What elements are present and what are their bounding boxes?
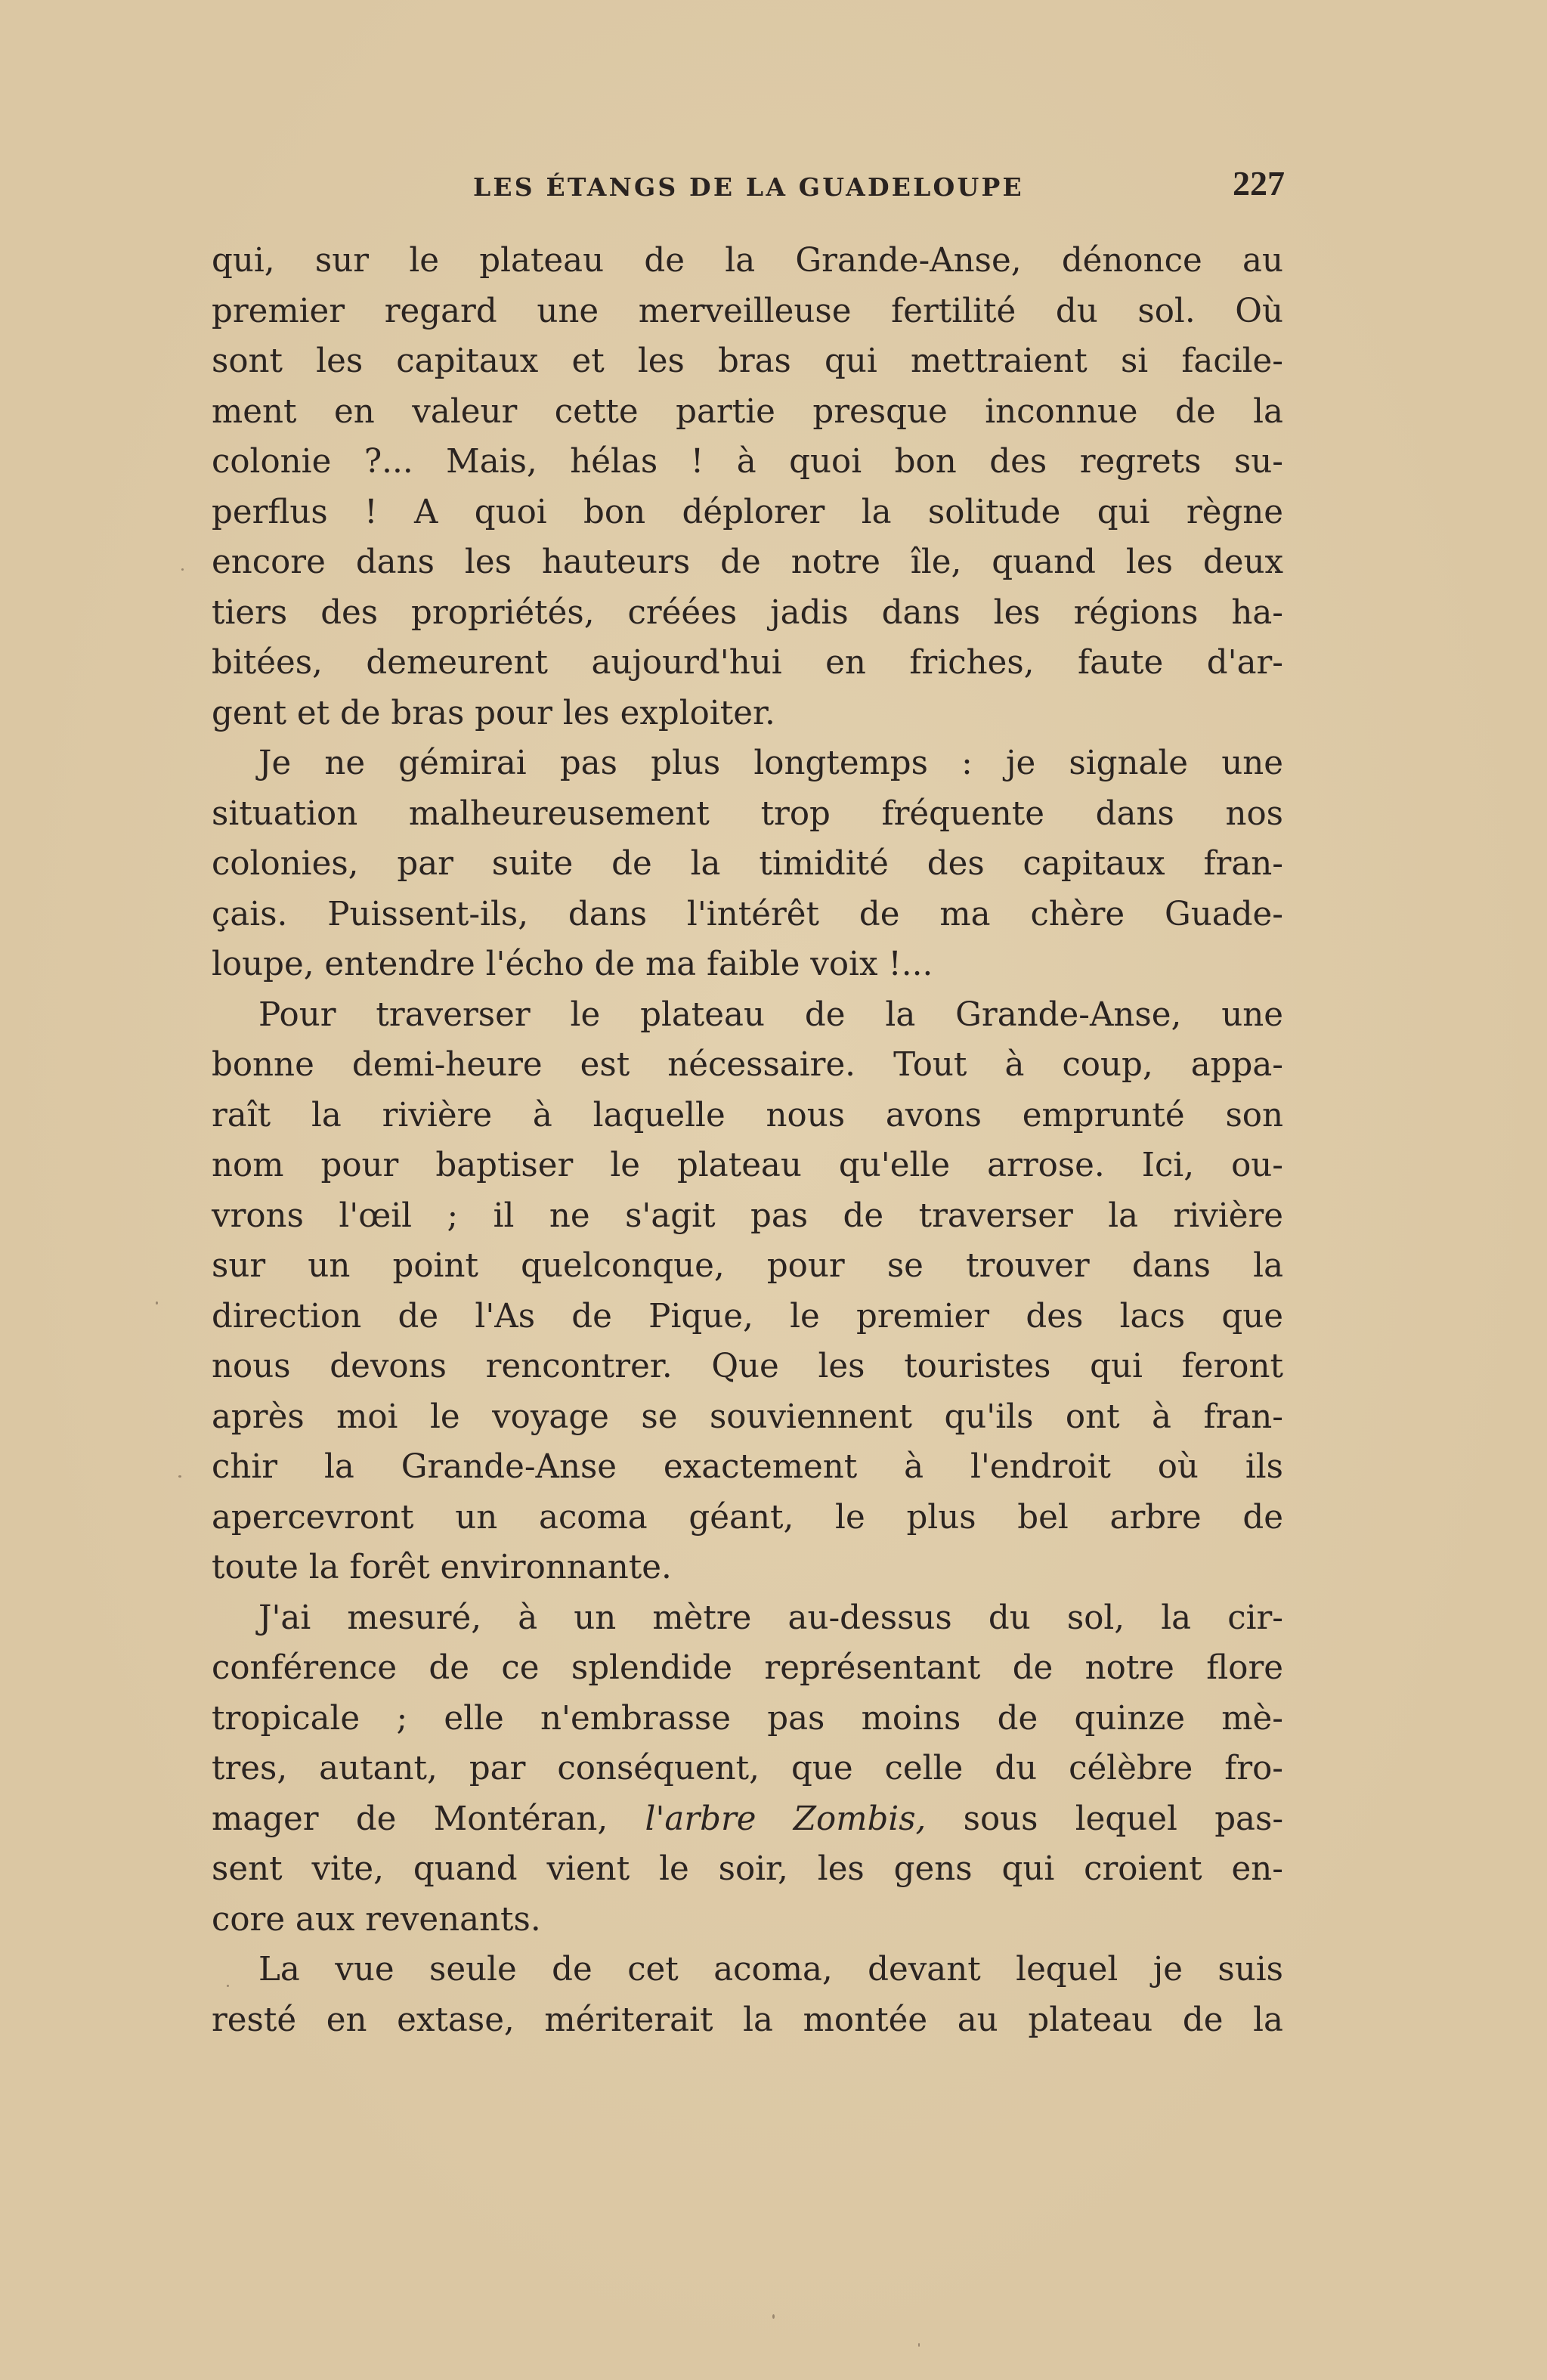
text-line: çais. Puissent-ils, dans l'intérêt de ma chère Guade- <box>212 895 1283 933</box>
text-line: direction de l'As de Pique, le premier des lacs que <box>212 1297 1283 1335</box>
paper-speck <box>772 2314 775 2319</box>
text-line: Je ne gémirai pas plus longtemps : je signale une <box>258 744 1283 782</box>
text-line: chir la Grande-Anse exactement à l'endroit où ils <box>212 1448 1283 1486</box>
text-line: core aux revenants. <box>212 1900 541 1939</box>
text-line: gent et de bras pour les exploiter. <box>212 694 775 732</box>
running-title: LES ÉTANGS DE LA GUADELOUPE <box>473 172 1024 202</box>
text-line: colonie ?... Mais, hélas ! à quoi bon des regrets su- <box>212 443 1283 481</box>
text-line: nous devons rencontrer. Que les touristes qui feront <box>212 1348 1283 1385</box>
text-line: après moi le voyage se souviennent qu'ils ont à fran- <box>212 1397 1283 1436</box>
text-fragment: sous lequel pas- <box>963 1800 1284 1838</box>
paper-speck <box>181 568 184 571</box>
text-line: vrons l'œil ; il ne s'agit pas de traverser la rivière <box>212 1196 1283 1235</box>
text-line: perflus ! A quoi bon déplorer la solitude qui règne <box>212 493 1283 531</box>
body-text <box>212 236 1283 2045</box>
text-line: toute la forêt environnante. <box>212 1549 672 1586</box>
text-line: tropicale ; elle n'embrasse pas moins de quinze mè- <box>212 1699 1283 1738</box>
running-header <box>212 166 1285 212</box>
text-line: ment en valeur cette partie presque inconnue de la <box>212 392 1283 431</box>
text-line: situation malheureusement trop fréquente dans nos <box>212 794 1283 833</box>
italic-title: l'arbre Zombis, <box>645 1800 927 1838</box>
text-line: bitées, demeurent aujourd'hui en friches, faute d'ar- <box>212 644 1283 682</box>
text-line: loupe, entendre l'écho de ma faible voix !... <box>212 946 933 983</box>
text-line: Pour traverser le plateau de la Grande-Anse, une <box>258 995 1283 1034</box>
text-line: nom pour baptiser le plateau qu'elle arrose. Ici, ou- <box>212 1147 1283 1184</box>
text-line: colonies, par suite de la timidité des capitaux fran- <box>212 845 1283 883</box>
text-line: premier regard une merveilleuse fertilité du sol. Où <box>212 292 1283 330</box>
text-line-mixed <box>212 1794 1283 1845</box>
text-line: tiers des propriétés, créées jadis dans les régions ha- <box>212 593 1283 632</box>
paper-speck <box>918 2343 920 2347</box>
text-line: bonne demi-heure est nécessaire. Tout à coup, appa- <box>212 1046 1283 1084</box>
paper-speck <box>178 1475 181 1478</box>
text-line: resté en extase, mériterait la montée au plateau de la <box>212 2001 1283 2039</box>
text-line: tres, autant, par conséquent, que celle du célèbre fro- <box>212 1750 1283 1787</box>
text-line: conférence de ce splendide représentant de notre flore <box>212 1649 1283 1687</box>
text-line: encore dans les hauteurs de notre île, quand les deux <box>212 543 1283 581</box>
text-line: raît la rivière à laquelle nous avons emprunté son <box>212 1096 1283 1134</box>
text-line: J'ai mesuré, à un mètre au-dessus du sol, la cir- <box>258 1599 1283 1637</box>
page-number: 227 <box>1233 164 1285 203</box>
paper-speck <box>227 1985 229 1987</box>
text-line: sent vite, quand vient le soir, les gens qui croient en- <box>212 1850 1283 1888</box>
text-line: apercevront un acoma géant, le plus bel arbre de <box>212 1498 1283 1537</box>
text-line: sont les capitaux et les bras qui mettraient si facile- <box>212 342 1283 380</box>
text-line: sur un point quelconque, pour se trouver dans la <box>212 1247 1283 1285</box>
paper-speck <box>156 1301 158 1305</box>
text-line: La vue seule de cet acoma, devant lequel je suis <box>258 1951 1283 1988</box>
text-line: qui, sur le plateau de la Grande-Anse, dénonce au <box>212 242 1283 280</box>
text-fragment: mager de Montéran, <box>212 1800 608 1838</box>
